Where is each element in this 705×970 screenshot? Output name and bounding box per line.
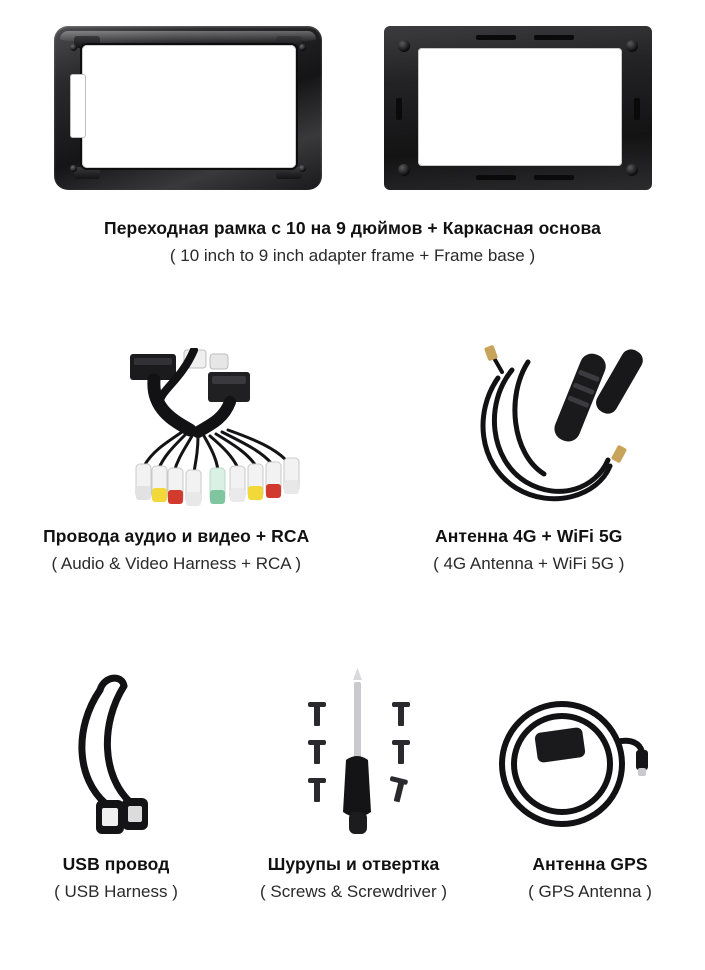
- screwdriver-and-screws-icon: [290, 664, 430, 854]
- frame-base-icon: [384, 26, 652, 190]
- gps-caption-ru: Антенна GPS: [532, 854, 648, 874]
- usb-caption-ru: USB провод: [62, 854, 170, 874]
- section-frames: [0, 0, 705, 300]
- caption-gps-antenna: [475, 854, 705, 903]
- frames-captions: [0, 218, 705, 267]
- screws-caption-ru: Шурупы и отвертка: [267, 854, 440, 874]
- gps-caption-en: ( GPS Antenna ): [528, 881, 652, 901]
- section-accessories: [0, 632, 705, 932]
- harness-caption-en: ( Audio & Video Harness + RCA ): [51, 553, 302, 573]
- frames-image-row: [0, 26, 705, 201]
- harness-antenna-captions: [0, 526, 705, 575]
- gps-antenna-icon: [490, 694, 670, 844]
- usb-caption-en: ( USB Harness ): [54, 881, 178, 901]
- antenna-4g-wifi-icon: [468, 338, 658, 523]
- caption-screws-screwdriver: [232, 854, 475, 903]
- frames-caption-ru: Переходная рамка с 10 на 9 дюймов + Каркасная основа: [104, 218, 601, 238]
- antenna4g-caption-en: ( 4G Antenna + WiFi 5G ): [433, 553, 625, 573]
- adapter-frame-icon: [54, 26, 322, 190]
- wiring-harness-rca-icon: [112, 348, 372, 518]
- antenna4g-caption-ru: Антенна 4G + WiFi 5G: [434, 526, 623, 546]
- frames-caption-en: ( 10 inch to 9 inch adapter frame + Frame base ): [169, 245, 536, 265]
- harness-antenna-image-row: [0, 330, 705, 520]
- caption-usb-harness: [0, 854, 232, 903]
- section-harness-antenna: [0, 318, 705, 608]
- accessories-image-row: [0, 662, 705, 852]
- caption-4g-wifi-antenna: [353, 526, 705, 575]
- accessories-captions: [0, 854, 705, 903]
- harness-caption-ru: Провода аудио и видео + RCA: [43, 526, 310, 546]
- screws-caption-en: ( Screws & Screwdriver ): [259, 881, 448, 901]
- usb-cable-icon: [60, 672, 210, 847]
- caption-audio-video-harness: [0, 526, 353, 575]
